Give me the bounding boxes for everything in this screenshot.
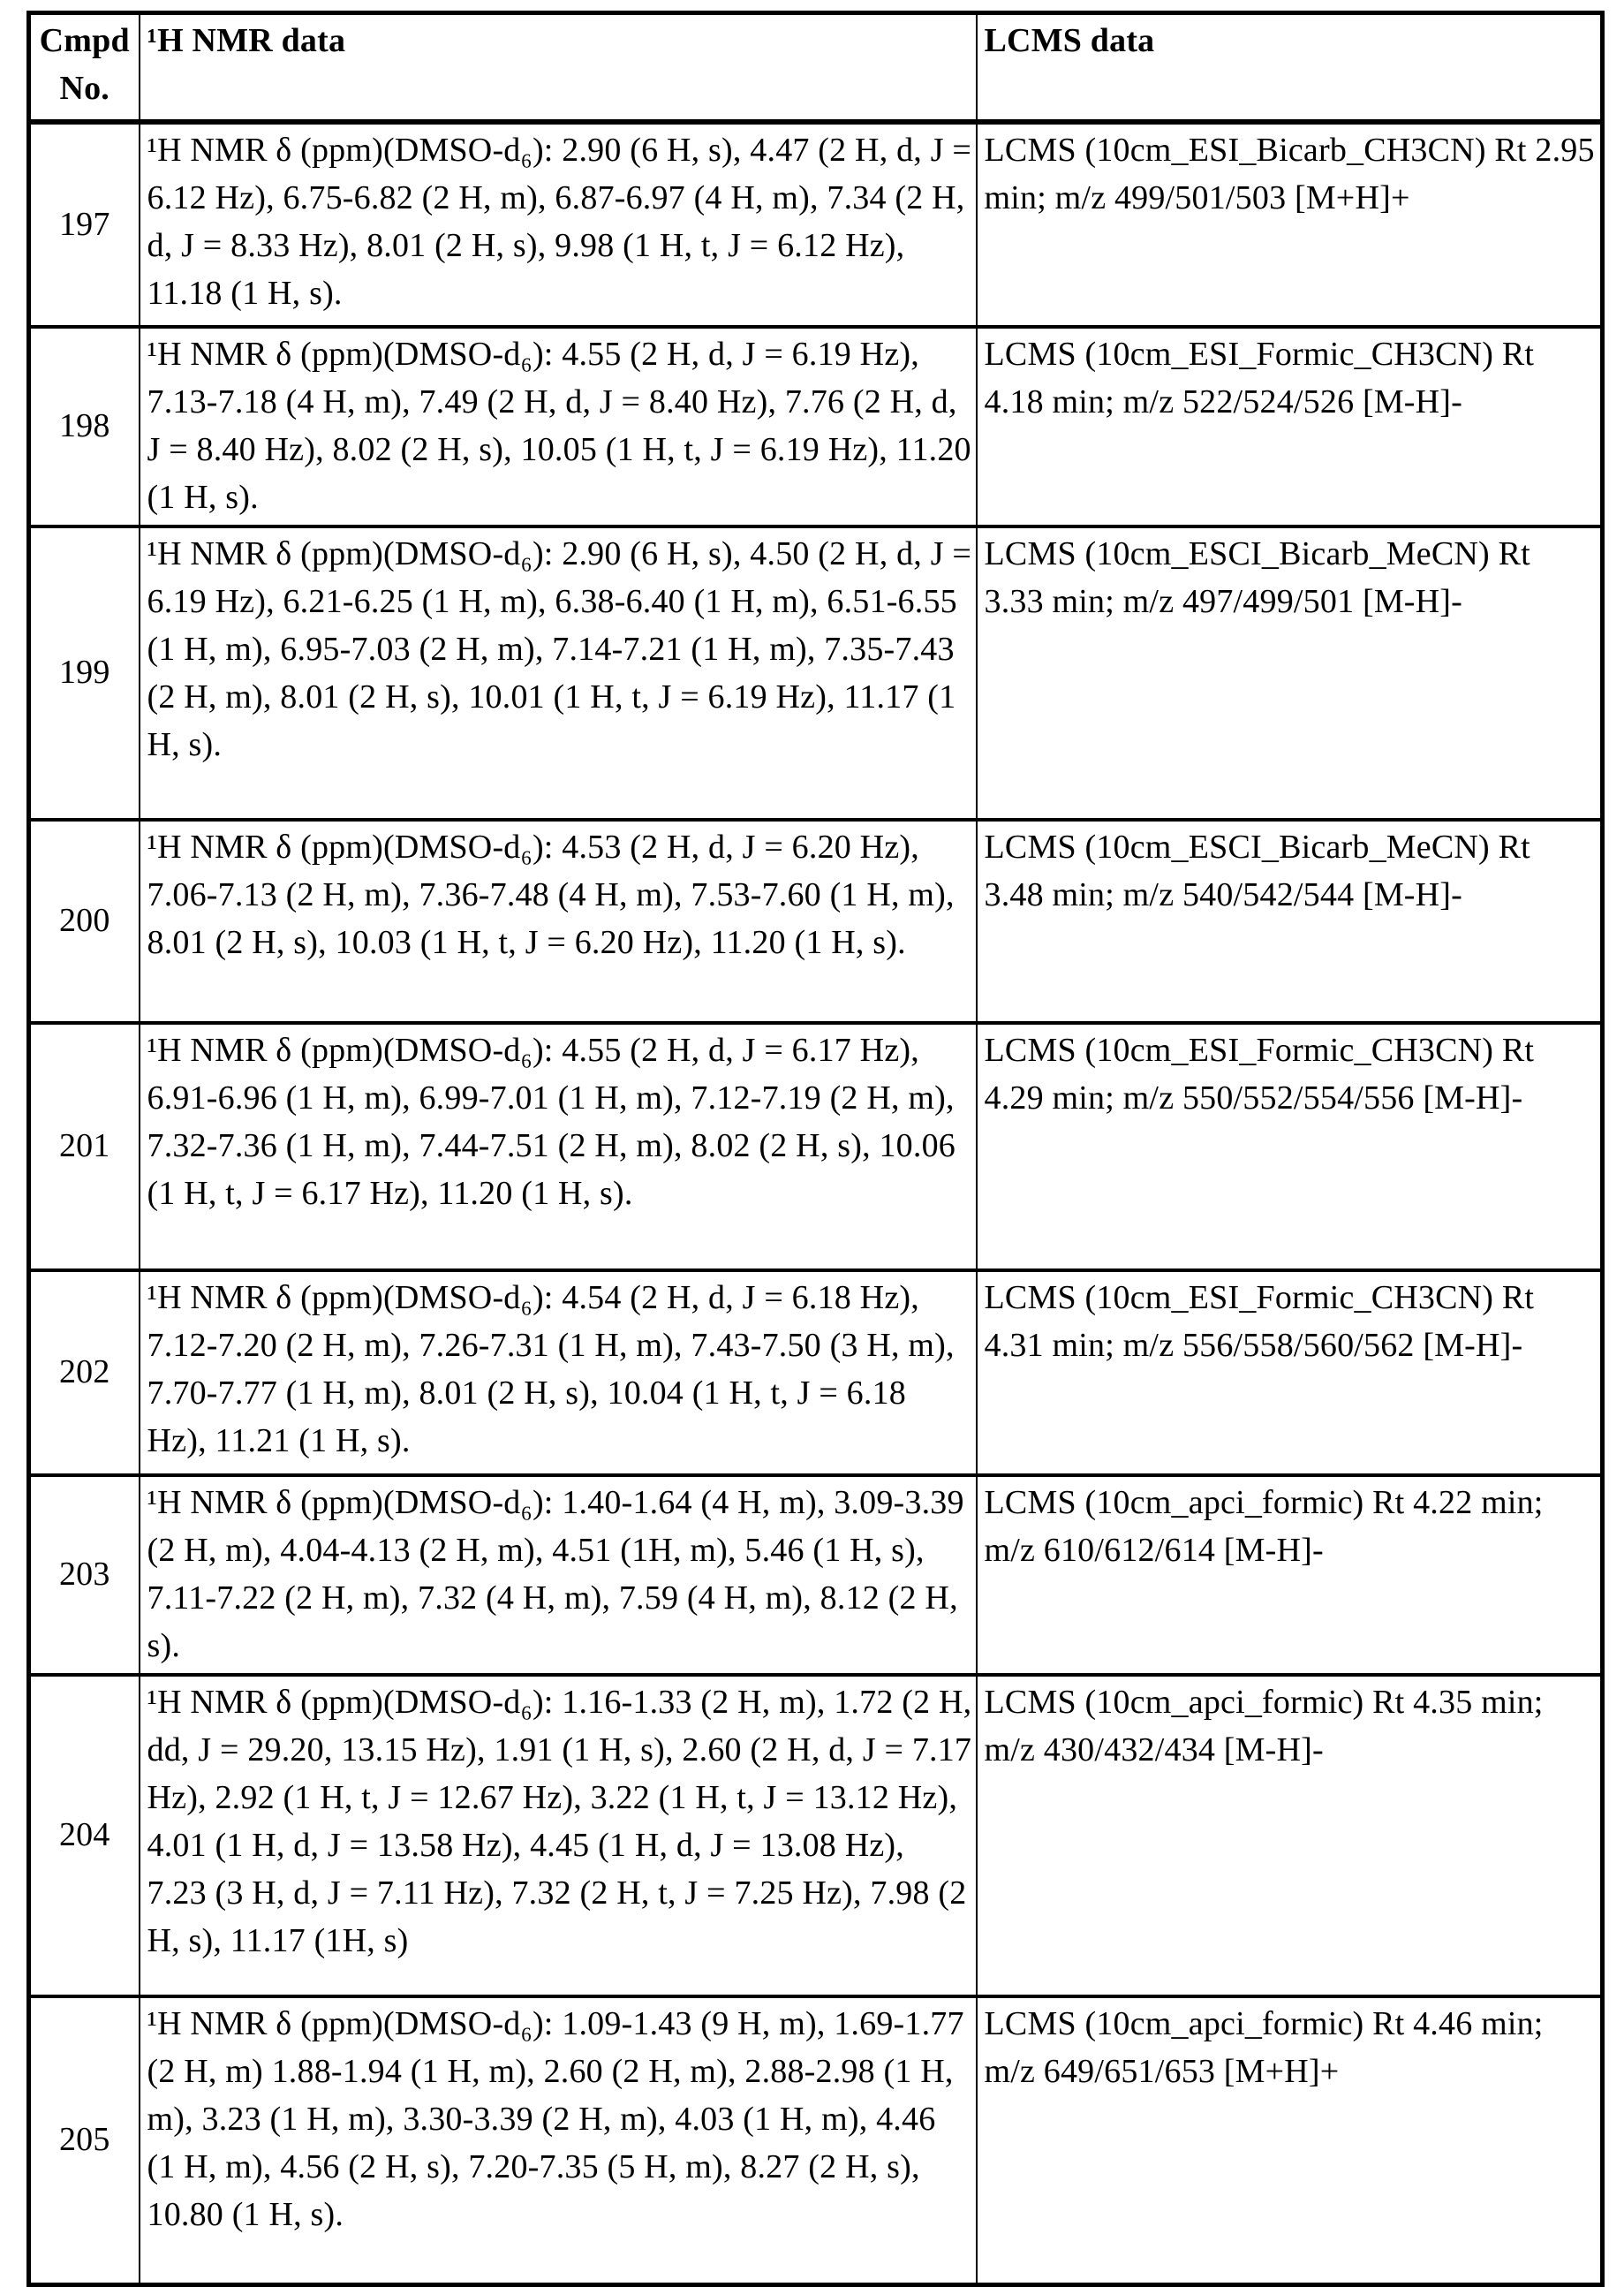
table-row <box>29 327 1603 526</box>
lcms-data-cell: LCMS (10cm_apci_formic) Rt 4.35 min; m/z 430/432/434 [M-H]- <box>977 1675 1603 1996</box>
header-cmpd-no: Cmpd No. <box>29 13 140 123</box>
lcms-data-cell: LCMS (10cm_ESCI_Bicarb_MeCN) Rt 3.33 min; m/z 497/499/501 [M-H]- <box>977 526 1603 820</box>
header-lcms-data: LCMS data <box>977 13 1603 123</box>
lcms-data-cell: LCMS (10cm_ESI_Bicarb_CH3CN) Rt 2.95 min; m/z 499/501/503 [M+H]+ <box>977 122 1603 327</box>
nmr-data-cell: ¹H NMR δ (ppm)(DMSO-d₆): 4.54 (2 H, d, J = 6.18 Hz), 7.12-7.20 (2 H, m), 7.26-7.31 (1 H, m), 7.43-7.50 (3 H, m), 7.70-7.77 (1 H, m), 8.01 (2 H, s), 10.04 (1 H, t, J = 6.18 Hz), 11.21 (1 H, s). <box>140 1270 977 1475</box>
lcms-data-cell: LCMS (10cm_ESI_Formic_CH3CN) Rt 4.29 min; m/z 550/552/554/556 [M-H]- <box>977 1023 1603 1270</box>
lcms-data-cell: LCMS (10cm_apci_formic) Rt 4.46 min; m/z 649/651/653 [M+H]+ <box>977 1996 1603 2285</box>
nmr-data-cell: ¹H NMR δ (ppm)(DMSO-d₆): 4.55 (2 H, d, J = 6.17 Hz), 6.91-6.96 (1 H, m), 6.99-7.01 (1 H, m), 7.12-7.19 (2 H, m), 7.32-7.36 (1 H, m), 7.44-7.51 (2 H, m), 8.02 (2 H, s), 10.06 (1 H, t, J = 6.17 Hz), 11.20 (1 H, s). <box>140 1023 977 1270</box>
table-row <box>29 1023 1603 1270</box>
header-nmr-data: ¹H NMR data <box>140 13 977 123</box>
nmr-data-cell: ¹H NMR δ (ppm)(DMSO-d₆): 4.55 (2 H, d, J = 6.19 Hz), 7.13-7.18 (4 H, m), 7.49 (2 H, d, J = 8.40 Hz), 7.76 (2 H, d, J = 8.40 Hz), 8.02 (2 H, s), 10.05 (1 H, t, J = 6.19 Hz), 11.20 (1 H, s). <box>140 327 977 526</box>
lcms-data-cell: LCMS (10cm_apci_formic) Rt 4.22 min; m/z 610/612/614 [M-H]- <box>977 1475 1603 1675</box>
table-row <box>29 1270 1603 1475</box>
cmpd-no-cell: 197 <box>29 122 140 327</box>
table-row <box>29 1675 1603 1996</box>
cmpd-no-cell: 198 <box>29 327 140 526</box>
table-row <box>29 122 1603 327</box>
nmr-data-cell: ¹H NMR δ (ppm)(DMSO-d₆): 1.16-1.33 (2 H, m), 1.72 (2 H, dd, J = 29.20, 13.15 Hz), 1.91 (1 H, s), 2.60 (2 H, d, J = 7.17 Hz), 2.92 (1 H, t, J = 12.67 Hz), 3.22 (1 H, t, J = 13.12 Hz), 4.01 (1 H, d, J = 13.58 Hz), 4.45 (1 H, d, J = 13.08 Hz), 7.23 (3 H, d, J = 7.11 Hz), 7.32 (2 H, t, J = 7.25 Hz), 7.98 (2 H, s), 11.17 (1H, s) <box>140 1675 977 1996</box>
compound-data-table <box>26 11 1605 2287</box>
cmpd-no-cell: 202 <box>29 1270 140 1475</box>
cmpd-no-cell: 205 <box>29 1996 140 2285</box>
lcms-data-cell: LCMS (10cm_ESCI_Bicarb_MeCN) Rt 3.48 min; m/z 540/542/544 [M-H]- <box>977 820 1603 1023</box>
nmr-data-cell: ¹H NMR δ (ppm)(DMSO-d₆): 2.90 (6 H, s), 4.50 (2 H, d, J = 6.19 Hz), 6.21-6.25 (1 H, m), 6.38-6.40 (1 H, m), 6.51-6.55 (1 H, m), 6.95-7.03 (2 H, m), 7.14-7.21 (1 H, m), 7.35-7.43 (2 H, m), 8.01 (2 H, s), 10.01 (1 H, t, J = 6.19 Hz), 11.17 (1 H, s). <box>140 526 977 820</box>
table-row <box>29 820 1603 1023</box>
header-row <box>29 13 1603 123</box>
table-row <box>29 1996 1603 2285</box>
nmr-data-cell: ¹H NMR δ (ppm)(DMSO-d₆): 2.90 (6 H, s), 4.47 (2 H, d, J = 6.12 Hz), 6.75-6.82 (2 H, m), 6.87-6.97 (4 H, m), 7.34 (2 H, d, J = 8.33 Hz), 8.01 (2 H, s), 9.98 (1 H, t, J = 6.12 Hz), 11.18 (1 H, s). <box>140 122 977 327</box>
cmpd-no-cell: 199 <box>29 526 140 820</box>
lcms-data-cell: LCMS (10cm_ESI_Formic_CH3CN) Rt 4.31 min; m/z 556/558/560/562 [M-H]- <box>977 1270 1603 1475</box>
nmr-data-cell: ¹H NMR δ (ppm)(DMSO-d₆): 1.09-1.43 (9 H, m), 1.69-1.77 (2 H, m) 1.88-1.94 (1 H, m), 2.60 (2 H, m), 2.88-2.98 (1 H, m), 3.23 (1 H, m), 3.30-3.39 (2 H, m), 4.03 (1 H, m), 4.46 (1 H, m), 4.56 (2 H, s), 7.20-7.35 (5 H, m), 8.27 (2 H, s), 10.80 (1 H, s). <box>140 1996 977 2285</box>
nmr-data-cell: ¹H NMR δ (ppm)(DMSO-d₆): 1.40-1.64 (4 H, m), 3.09-3.39 (2 H, m), 4.04-4.13 (2 H, m), 4.51 (1H, m), 5.46 (1 H, s), 7.11-7.22 (2 H, m), 7.32 (4 H, m), 7.59 (4 H, m), 8.12 (2 H, s). <box>140 1475 977 1675</box>
cmpd-no-cell: 204 <box>29 1675 140 1996</box>
cmpd-no-cell: 200 <box>29 820 140 1023</box>
cmpd-no-cell: 201 <box>29 1023 140 1270</box>
nmr-data-cell: ¹H NMR δ (ppm)(DMSO-d₆): 4.53 (2 H, d, J = 6.20 Hz), 7.06-7.13 (2 H, m), 7.36-7.48 (4 H, m), 7.53-7.60 (1 H, m), 8.01 (2 H, s), 10.03 (1 H, t, J = 6.20 Hz), 11.20 (1 H, s). <box>140 820 977 1023</box>
table-row <box>29 526 1603 820</box>
lcms-data-cell: LCMS (10cm_ESI_Formic_CH3CN) Rt 4.18 min; m/z 522/524/526 [M-H]- <box>977 327 1603 526</box>
table-row <box>29 1475 1603 1675</box>
cmpd-no-cell: 203 <box>29 1475 140 1675</box>
